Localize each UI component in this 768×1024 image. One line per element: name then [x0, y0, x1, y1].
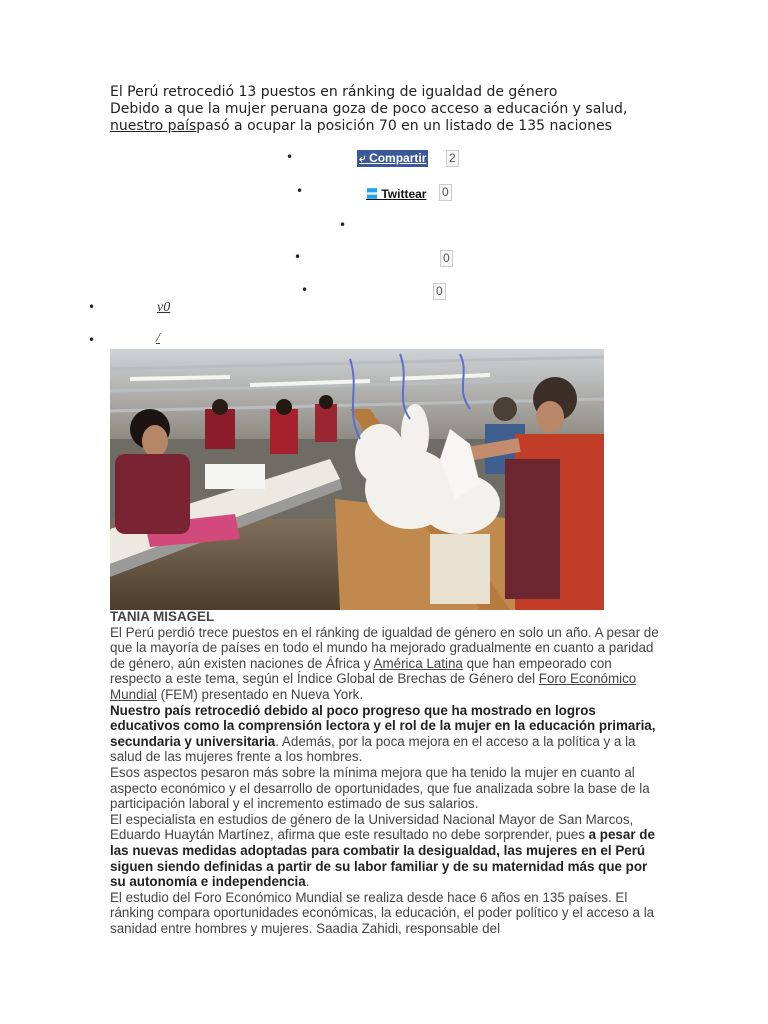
share-misc-link[interactable]: / [156, 331, 160, 346]
list-bullet: • [88, 333, 96, 347]
america-latina-link[interactable]: América Latina [373, 655, 463, 671]
twittear-count: 0 [439, 184, 452, 201]
compartir-button[interactable]: ⤶ Compartir [359, 151, 427, 165]
foro-economico-mundial-link[interactable]: Foro Económico Mundial [110, 671, 637, 702]
article-paragraph: El Perú perdió trece puestos en el ránking de igualdad de género en solo un año. A pesar de que la mayoría de países en todo el mundo ha mejorado gradualmente en cuanto a paridad de género, aún existen naciones de África y América Latina que han empeorado con respecto a este tema, según el Índice Global de Brechas de Género del Foro Económico Mundial (FEM) presentado en Nueva York. [110, 624, 659, 702]
article-header [110, 84, 630, 135]
list-bullet: • [286, 150, 294, 164]
page-title: El Perú retrocedió 13 puestos en ránking de igualdad de género [110, 84, 558, 100]
list-bullet: • [296, 184, 304, 198]
article-paragraph: Nuestro país retrocedió debido al poco progreso que ha mostrado en logros educativos como la comprensión lectora y el rol de la mujer en la educación primaria, secundaria y universitaria. Además, por la poca mejora en el acceso a la política y a la salud de las mujeres frente a los hombres. [110, 702, 656, 765]
twittear-button[interactable]: 〓 Twittear [366, 187, 427, 201]
list-bullet: • [339, 218, 347, 232]
article-paragraph: Esos aspectos pesaron más sobre la mínima mejora que ha tenido la mujer en cuanto al aspecto económico y el desarrollo de oportunidades, que fue analizada sobre la base de la participación laboral y el incremento estimado de sus salarios. [110, 764, 650, 812]
list-bullet: • [88, 300, 96, 314]
page-subtitle: Debido a que la mujer peruana goza de poco acceso a educación y salud, nuestro paíspasó a ocupar la posición 70 en un listado de 135 naciones [110, 101, 628, 134]
twitter-icon: 〓 [366, 187, 382, 201]
article-body [110, 609, 665, 936]
list-bullet: • [294, 250, 302, 264]
list-bullet: • [301, 283, 309, 297]
article-paragraph: El especialista en estudios de género de la Universidad Nacional Mayor de San Marcos, Eduardo Huaytán Martínez, afirma que este resultado no debe sorprender, pues a pesar de las nuevas medidas adoptadas para combatir la desigualdad, las mujeres en el Perú siguen siendo definidas a partir de su labor familiar y de su maternidad más que por su autonomía e independencia. [110, 811, 655, 890]
share-count: 0 [433, 283, 446, 300]
article-paragraph: El estudio del Foro Económico Mundial se realiza desde hace 6 años en 135 países. El ránking compara oportunidades económicas, la educación, el poder político y el acceso a la sanidad entre hombres y mujeres. Saadia Zahidi, responsable del [110, 889, 655, 936]
share-count: 0 [440, 250, 453, 267]
share-icon: ⤶ [359, 151, 370, 165]
share-misc-link[interactable]: ν0 [157, 300, 171, 315]
compartir-count: 2 [446, 150, 459, 167]
article-byline: TANIA MISAGEL [110, 609, 215, 624]
article-photo [110, 349, 604, 610]
nuestro-pais-link[interactable]: nuestro país [110, 118, 197, 134]
